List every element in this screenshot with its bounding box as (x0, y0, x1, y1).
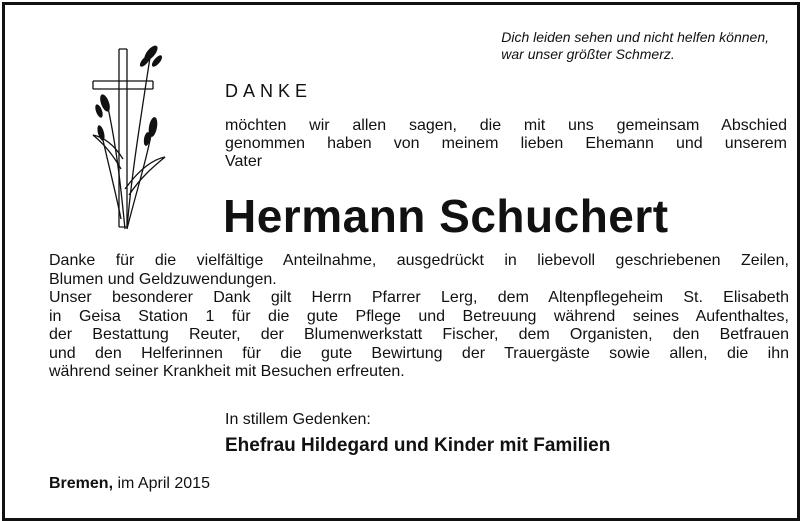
mourners-line: Ehefrau Hildegard und Kinder mit Familien (225, 435, 611, 456)
intro-line: möchten wir allen sagen, die mit uns gemeinsam Abschied (225, 117, 787, 134)
place-name: Bremen, (49, 475, 114, 492)
intro-line: genommen haben von meinem lieben Ehemann und unserem (225, 135, 787, 152)
intro-line: Vater (225, 153, 263, 170)
thanks-paragraph (49, 252, 789, 382)
cross-with-wheat-icon (81, 39, 173, 231)
body-line: Blumen und Geldzuwendungen. (49, 270, 277, 288)
deceased-name: Hermann Schuchert (223, 190, 669, 242)
motto-line-2: war unser größter Schmerz. (501, 46, 675, 62)
intro-paragraph (225, 117, 787, 171)
obituary-card (2, 2, 800, 521)
heading-danke: DANKE (225, 81, 313, 101)
body-line: der Bestattung Reuter, der Blumenwerkstatt Fischer, dem Organisten, den Betfrauen (49, 326, 789, 343)
body-line: während seiner Krankheit mit Besuchen erfreuten. (49, 363, 405, 380)
place-date-line (49, 475, 210, 493)
body-line: Danke für die vielfältige Anteilnahme, ausgedrückt in liebevoll geschriebenen Zeilen, (49, 252, 789, 269)
body-line: Unser besonderer Dank gilt Herrn Pfarrer Lerg, dem Altenpflegeheim St. Elisabeth (49, 289, 789, 306)
motto-quote (501, 29, 769, 63)
closing-line: In stillem Gedenken: (225, 411, 371, 428)
date-text: im April 2015 (117, 475, 210, 492)
body-line: und den Helferinnen für die gute Bewirtung der Trauergäste sowie allen, die ihn (49, 344, 789, 362)
body-line: in Geisa Station 1 für die gute Pflege und Betreuung während seines Aufenthaltes, (49, 307, 789, 325)
motto-line-1: Dich leiden sehen und nicht helfen können, (501, 29, 769, 45)
